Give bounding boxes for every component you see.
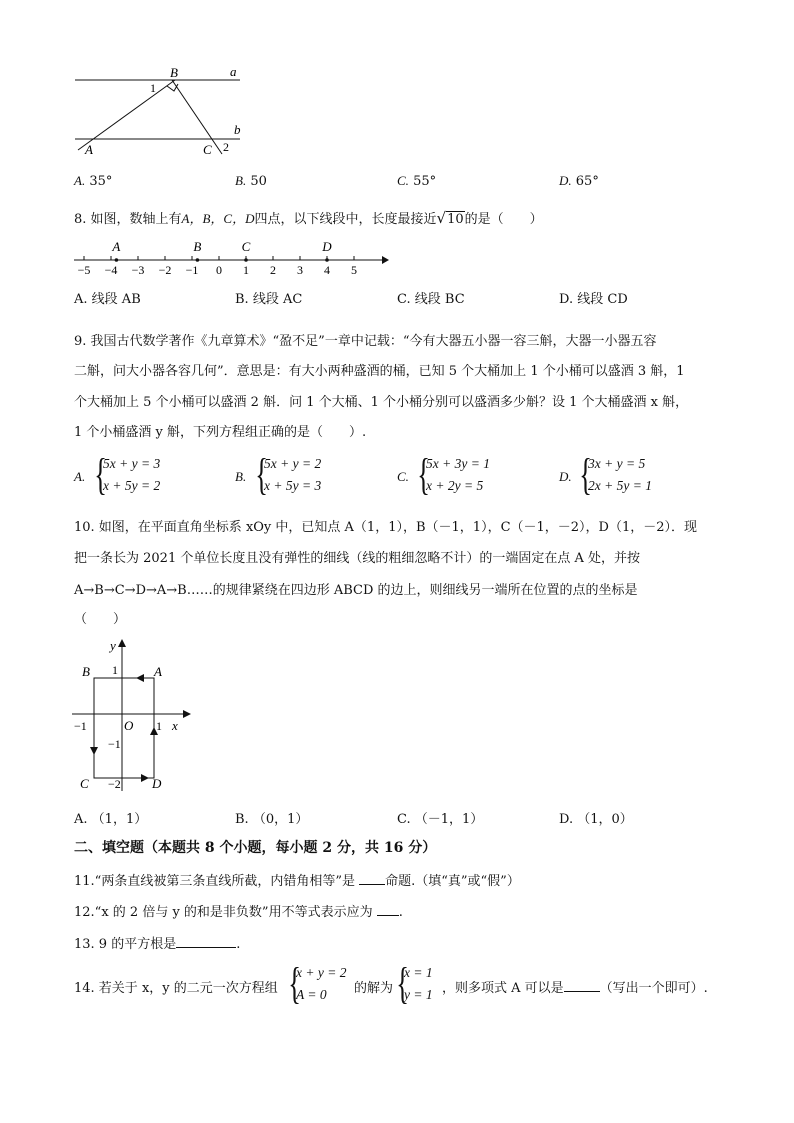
eq2: 2x + 5y = 1 bbox=[588, 478, 652, 493]
q12 bbox=[74, 901, 403, 920]
option-text: 35° bbox=[89, 174, 113, 189]
eq2: y = 1 bbox=[404, 987, 433, 1002]
option-text: 50 bbox=[250, 174, 267, 189]
q10-option-b[interactable] bbox=[235, 808, 308, 827]
q14-post-2: （写出一个即可）. bbox=[599, 981, 708, 996]
q8-stem-mid: 四点，以下线段中，长度最接近 bbox=[254, 212, 437, 227]
option-text: 55° bbox=[413, 174, 437, 189]
brace-icon: { bbox=[255, 450, 268, 499]
q8-stem-pre: 8. 如图，数轴上有 bbox=[74, 212, 182, 227]
q10-label-y: y bbox=[110, 638, 116, 653]
eq1: x = 1 bbox=[404, 965, 433, 980]
eq1: 5x + y = 2 bbox=[264, 456, 322, 471]
q7-label-a: a bbox=[230, 64, 237, 79]
q9-option-b-system[interactable] bbox=[251, 450, 322, 499]
q7-option-b[interactable] bbox=[235, 173, 267, 189]
q9-line-4: 1 个小桶盛酒 y 斛，下列方程组正确的是（ ）. bbox=[74, 425, 367, 440]
q10-option-c[interactable] bbox=[397, 808, 483, 827]
q8-stem-points: A，B，C，D bbox=[181, 211, 255, 226]
option-text: （1，0） bbox=[577, 812, 633, 827]
q9-option-c-letter[interactable] bbox=[397, 469, 409, 485]
option-text: 线段 CD bbox=[577, 292, 628, 307]
q8-stem-post: 的是（ ） bbox=[464, 212, 543, 227]
point-label: A bbox=[112, 239, 121, 254]
option-letter: D. bbox=[559, 292, 574, 307]
q12-pre: 12.“x 的 2 倍与 y 的和是非负数”用不等式表示应为 bbox=[74, 905, 373, 920]
tick-label: −3 bbox=[131, 263, 145, 276]
option-letter: B. bbox=[235, 812, 249, 827]
q10-label-1-x: 1 bbox=[156, 719, 162, 733]
q10-label-1-y: 1 bbox=[112, 663, 118, 677]
tick-label: 1 bbox=[243, 263, 249, 276]
q10-label-C: C bbox=[80, 776, 89, 791]
tick-label: −2 bbox=[158, 263, 172, 276]
q13-post: . bbox=[236, 937, 241, 952]
option-letter: D. bbox=[559, 812, 574, 827]
q11-pre: 11.“两条直线被第三条直线所截，内错角相等”是 bbox=[74, 874, 355, 889]
option-text: 线段 AB bbox=[91, 292, 141, 307]
eq2: x + 2y = 5 bbox=[426, 478, 484, 493]
q13 bbox=[74, 933, 240, 952]
q13-pre: 13. 9 的平方根是 bbox=[74, 937, 177, 952]
q8-stem bbox=[74, 208, 543, 227]
option-text: 65° bbox=[575, 174, 599, 189]
q9-option-c-system[interactable] bbox=[413, 450, 490, 499]
tick-label: 0 bbox=[216, 263, 222, 276]
option-letter: B. bbox=[235, 469, 247, 484]
q7-label-A: A bbox=[85, 142, 93, 157]
q14-system-2 bbox=[392, 959, 433, 1008]
q10-label-x: x bbox=[172, 718, 178, 733]
q8-option-b[interactable] bbox=[235, 288, 302, 307]
brace-icon: { bbox=[579, 450, 592, 499]
q10-label-B: B bbox=[82, 664, 90, 679]
option-letter: A. bbox=[74, 292, 88, 307]
q7-label-b: b bbox=[234, 122, 241, 137]
q10-line-3: A→B→C→D→A→B……的规律紧绕在四边形 ABCD 的边上，则细线另一端所在位置的点的坐标是 bbox=[74, 583, 638, 598]
option-letter: D. bbox=[559, 469, 572, 484]
option-letter: A. bbox=[74, 469, 86, 484]
q7-option-c[interactable] bbox=[397, 173, 436, 189]
point-marker bbox=[115, 258, 119, 262]
tick-label: 3 bbox=[297, 263, 303, 276]
q10-line-1: 10. 如图，在平面直角坐标系 xOy 中，已知点 A（1，1），B（－1，1），C（－1，－2），D（1，－2）．现 bbox=[74, 520, 698, 535]
eq1: 5x + 3y = 1 bbox=[426, 456, 490, 471]
point-marker bbox=[196, 258, 200, 262]
q10-line-4: （ ） bbox=[74, 612, 127, 627]
q12-answer-blank[interactable] bbox=[377, 903, 399, 916]
q13-answer-blank[interactable] bbox=[176, 935, 236, 948]
q9-option-d-letter[interactable] bbox=[559, 469, 572, 485]
q9-line-3: 个大桶加上 5 个小桶可以盛酒 2 斛．问 1 个大桶、1 个小桶分别可以盛酒多少斛？设 1 个大桶盛酒 x 斛， bbox=[74, 395, 689, 410]
q10-label-A: A bbox=[154, 664, 162, 679]
q14-mid: 的解为 bbox=[354, 981, 394, 996]
option-letter: C. bbox=[397, 812, 411, 827]
q9-option-a-letter[interactable] bbox=[74, 469, 85, 485]
q14-post-1: ，则多项式 A 可以是 bbox=[442, 981, 564, 996]
q9-line-1: 9. 我国古代数学著作《九章算术》“盈不足”一章中记载：“今有大器五小器一容三斛，大器一小器五容 bbox=[74, 334, 657, 349]
q7-label-1: 1 bbox=[150, 81, 156, 95]
q9-option-b-letter[interactable] bbox=[235, 469, 246, 485]
q8-option-d[interactable] bbox=[559, 288, 628, 307]
option-text: 线段 BC bbox=[414, 292, 465, 307]
q7-label-2: 2 bbox=[223, 140, 229, 154]
brace-icon: { bbox=[417, 450, 430, 499]
q7-option-a[interactable] bbox=[74, 173, 112, 189]
q10-label-neg1-x: −1 bbox=[74, 719, 87, 733]
tick-label: 4 bbox=[324, 263, 330, 276]
q8-option-c[interactable] bbox=[397, 288, 465, 307]
brace-icon: { bbox=[94, 450, 107, 499]
eq1: x + y = 2 bbox=[296, 965, 347, 980]
point-label: C bbox=[241, 239, 251, 254]
q12-post: . bbox=[398, 905, 403, 920]
q10-label-neg2: −2 bbox=[108, 777, 121, 791]
option-letter: C. bbox=[397, 292, 411, 307]
brace-icon: { bbox=[288, 959, 301, 1008]
option-letter: C. bbox=[397, 469, 409, 484]
q8-number-line bbox=[70, 236, 390, 276]
q14-post bbox=[442, 977, 708, 996]
q14-pre: 14. 若关于 x，y 的二元一次方程组 bbox=[74, 981, 278, 996]
tick-label: 2 bbox=[270, 263, 276, 276]
arrow-icon bbox=[382, 256, 389, 264]
q9-option-a-system[interactable] bbox=[90, 450, 161, 499]
tick-label: −1 bbox=[185, 263, 199, 276]
point-marker bbox=[325, 258, 329, 262]
q7-figure bbox=[70, 64, 260, 160]
option-letter: D. bbox=[559, 173, 572, 188]
q10-line-2: 把一条长为 2021 个单位长度且没有弹性的细线（线的粗细忽略不计）的一端固定在点 A 处，并按 bbox=[74, 551, 641, 566]
sqrt-radicand: 10 bbox=[447, 212, 464, 227]
q10-figure bbox=[72, 636, 202, 794]
q14-answer-blank[interactable] bbox=[564, 979, 600, 992]
option-text: 线段 AC bbox=[252, 292, 303, 307]
option-text: （－1，1） bbox=[414, 812, 484, 827]
point-label: D bbox=[322, 239, 332, 254]
eq2: A = 0 bbox=[296, 987, 327, 1002]
q7-label-C: C bbox=[203, 142, 212, 157]
q8-option-a[interactable] bbox=[74, 288, 141, 307]
q7-option-d[interactable] bbox=[559, 173, 599, 189]
q7-label-B: B bbox=[170, 65, 178, 80]
q14-system-1 bbox=[284, 959, 347, 1008]
q10-label-O: O bbox=[124, 718, 134, 733]
option-letter: B. bbox=[235, 173, 247, 188]
q11-answer-blank[interactable] bbox=[359, 872, 385, 885]
brace-icon: { bbox=[396, 959, 409, 1008]
tick-label: 5 bbox=[351, 263, 357, 276]
sqrt-sign: √ bbox=[436, 209, 447, 227]
eq2: x + 5y = 2 bbox=[103, 478, 161, 493]
option-text: （0，1） bbox=[252, 812, 309, 827]
q10-option-d[interactable] bbox=[559, 808, 633, 827]
section-title: 二、填空题（本题共 8 个小题，每小题 2 分，共 16 分） bbox=[74, 840, 437, 856]
q10-label-neg1-y: −1 bbox=[108, 737, 121, 751]
option-letter: C. bbox=[397, 173, 409, 188]
eq1: 5x + y = 3 bbox=[103, 456, 161, 471]
point-marker bbox=[244, 258, 248, 262]
option-text: （1，1） bbox=[91, 812, 148, 827]
q10-label-D: D bbox=[152, 776, 162, 791]
eq2: x + 5y = 3 bbox=[264, 478, 322, 493]
q11 bbox=[74, 870, 520, 889]
option-letter: B. bbox=[235, 292, 249, 307]
option-letter: A. bbox=[74, 173, 86, 188]
option-letter: A. bbox=[74, 812, 88, 827]
point-label: B bbox=[193, 239, 202, 254]
tick-label: −4 bbox=[104, 263, 118, 276]
tick-label: −5 bbox=[77, 263, 91, 276]
eq1: 3x + y = 5 bbox=[588, 456, 646, 471]
q9-option-d-system[interactable] bbox=[575, 450, 652, 499]
q11-post: 命题.（填“真”或“假”） bbox=[385, 874, 520, 889]
q9-line-2: 二斛，问大小器各容几何”．意思是：有大小两种盛酒的桶，已知 5 个大桶加上 1 个小桶可以盛酒 3 斛，1 bbox=[74, 364, 685, 379]
q10-option-a[interactable] bbox=[74, 808, 147, 827]
